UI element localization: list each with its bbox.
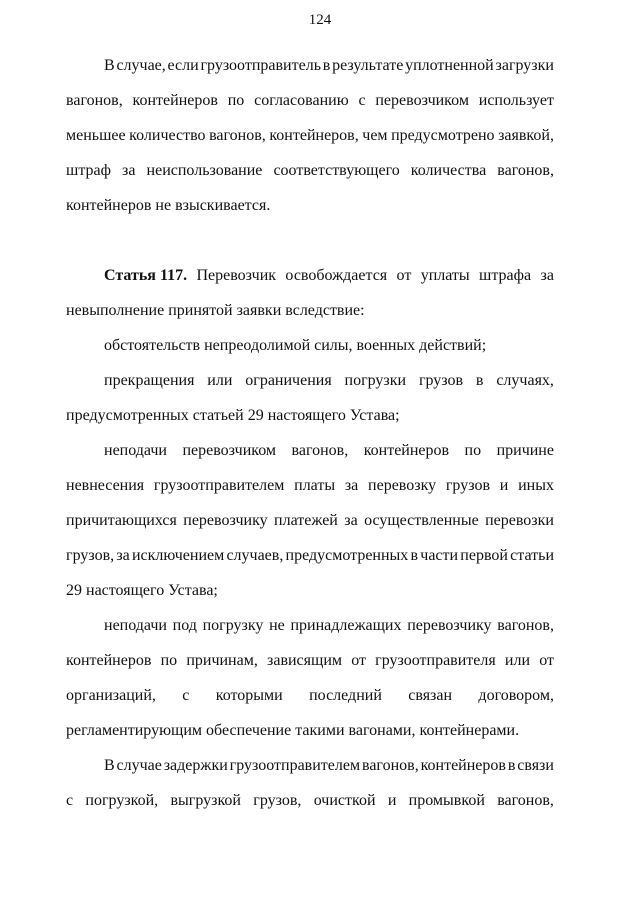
word: промывкой: [408, 792, 485, 809]
word: вагонов,: [361, 757, 419, 774]
word: перевозки: [485, 512, 554, 529]
word: под: [172, 617, 197, 634]
word: предусмотренных: [285, 547, 409, 564]
text-line: [66, 336, 554, 371]
word: вагонов,: [291, 442, 349, 459]
text-line: [66, 616, 554, 651]
paragraph: [66, 371, 554, 441]
word: в: [410, 547, 419, 564]
word: неиспользование: [146, 162, 263, 179]
word: если: [167, 57, 199, 74]
paragraph: [66, 616, 554, 756]
word: части: [420, 547, 459, 564]
word: соответствующего: [273, 162, 400, 179]
word: вагонов,: [209, 127, 266, 144]
word: контейнеров: [363, 442, 450, 459]
paragraph: [66, 441, 554, 616]
word: выгрузкой: [170, 792, 241, 809]
word: случае,: [116, 57, 166, 74]
paragraph: [66, 266, 554, 336]
text-line: [66, 476, 554, 511]
word: договором,: [478, 687, 554, 704]
word: по: [160, 652, 178, 669]
word: от: [351, 652, 366, 669]
word: загрузки: [495, 57, 554, 74]
line-text: предусмотренных статьей 29 настоящего Устава;: [66, 407, 400, 424]
line-text: обстоятельств непреодолимой силы, военных действий;: [104, 337, 487, 354]
word: за: [344, 512, 358, 529]
word: первой: [460, 547, 508, 564]
word: случаях,: [496, 372, 554, 389]
text-line: [66, 371, 554, 406]
word: причитающихся: [66, 512, 177, 529]
text-line: [66, 791, 554, 826]
paragraph: [66, 56, 554, 231]
word: связи: [517, 757, 554, 774]
line-text: регламентирующим обеспечение такими вагонами, контейнерами.: [66, 722, 520, 739]
word: штраф: [66, 162, 111, 179]
word: невнесения: [66, 477, 145, 494]
word: платы: [294, 477, 336, 494]
text-line: [66, 686, 554, 721]
word: освобождается: [285, 267, 388, 284]
word: контейнеров,: [269, 127, 359, 144]
word: с: [358, 92, 366, 109]
text-line: [66, 406, 554, 441]
word: грузов,: [66, 547, 115, 564]
word: за: [540, 267, 554, 284]
word: контейнеров: [420, 757, 506, 774]
word: задержки: [163, 757, 228, 774]
line-text: контейнеров не взыскивается.: [66, 197, 271, 214]
text-line: [66, 266, 554, 301]
word: уплаты: [420, 267, 470, 284]
word: в: [322, 57, 331, 74]
word: с: [182, 687, 190, 704]
word: статьи: [510, 547, 554, 564]
word: вагонов,: [497, 162, 554, 179]
text-line: [66, 126, 554, 161]
word: грузоотправителя: [375, 652, 496, 669]
text-line: [66, 721, 554, 756]
word: уплотненной: [405, 57, 494, 74]
word: перевозку: [368, 477, 437, 494]
word: заявкой,: [498, 127, 554, 144]
word: грузоотправителем: [229, 757, 361, 774]
word: количества: [410, 162, 487, 179]
word: причине: [496, 442, 554, 459]
word: последний: [309, 687, 382, 704]
word: не: [269, 617, 285, 634]
word: согласованию: [254, 92, 349, 109]
word: перевозчиком: [375, 92, 469, 109]
word: В: [104, 57, 115, 74]
word: контейнеров: [66, 652, 152, 669]
word: за: [116, 547, 130, 564]
word: грузоотправителем: [153, 477, 285, 494]
word: количество: [129, 127, 206, 144]
body-text: [66, 56, 554, 826]
text-line: [66, 301, 554, 336]
word: прекращения: [104, 372, 195, 389]
word: вагонов,: [497, 617, 554, 634]
word: предусмотрено: [391, 127, 495, 144]
word: погрузкой,: [85, 792, 159, 809]
word: перевозчику: [183, 512, 268, 529]
word: организаций,: [66, 687, 156, 704]
word: от: [539, 652, 554, 669]
article-heading: Статья 117.: [104, 267, 188, 284]
word: с: [66, 792, 74, 809]
line-text: невыполнение принятой заявки вследствие:: [66, 302, 365, 319]
text-line: [66, 56, 554, 91]
word: погрузки: [344, 372, 407, 389]
word: вагонов,: [66, 92, 123, 109]
word: перевозчику: [407, 617, 492, 634]
word: грузов,: [253, 792, 302, 809]
word: результате: [332, 57, 404, 74]
word: штрафа: [479, 267, 532, 284]
word: принадлежащих: [290, 617, 402, 634]
word: В: [104, 757, 115, 774]
paragraph: [66, 336, 554, 371]
word: погрузку: [202, 617, 264, 634]
word: и: [387, 792, 397, 809]
text-line: [66, 91, 554, 126]
text-line: [66, 651, 554, 686]
text-line: [66, 756, 554, 791]
word: за: [122, 162, 136, 179]
word: или: [504, 652, 531, 669]
word: и: [499, 477, 509, 494]
word: использует: [478, 92, 554, 109]
word: в: [507, 757, 516, 774]
word: в: [475, 372, 484, 389]
word: случаев,: [226, 547, 284, 564]
word: по: [464, 442, 482, 459]
text-line: [66, 511, 554, 546]
word: грузоотправитель: [200, 57, 321, 74]
word: платежей: [274, 512, 338, 529]
line-text: 29 настоящего Устава;: [66, 582, 218, 599]
word: чем: [362, 127, 388, 144]
word: Перевозчик: [196, 267, 277, 284]
word: неподачи: [104, 442, 167, 459]
text-line: [66, 581, 554, 616]
paragraph: [66, 756, 554, 826]
page-number: 124: [308, 12, 332, 28]
text-line: [66, 441, 554, 476]
text-line: [66, 196, 554, 231]
word: очисткой: [313, 792, 376, 809]
word: осуществленные: [364, 512, 479, 529]
word: за: [344, 477, 359, 494]
word: зависящим: [267, 652, 343, 669]
word: меньшее: [66, 127, 126, 144]
text-line: [66, 161, 554, 196]
word: грузов: [418, 372, 464, 389]
word: по: [227, 92, 245, 109]
word: перевозчиком: [182, 442, 277, 459]
word: грузов: [445, 477, 490, 494]
word: связан: [408, 687, 453, 704]
word: контейнеров: [132, 92, 218, 109]
word: исключением: [131, 547, 225, 564]
word: которыми: [215, 687, 283, 704]
word: неподачи: [104, 617, 167, 634]
word: от: [396, 267, 412, 284]
word: или: [207, 372, 233, 389]
word: иных: [518, 477, 554, 494]
word: ограничения: [245, 372, 332, 389]
word: случае: [116, 757, 162, 774]
word: вагонов,: [497, 792, 554, 809]
text-line: [66, 546, 554, 581]
word: причинам,: [186, 652, 258, 669]
